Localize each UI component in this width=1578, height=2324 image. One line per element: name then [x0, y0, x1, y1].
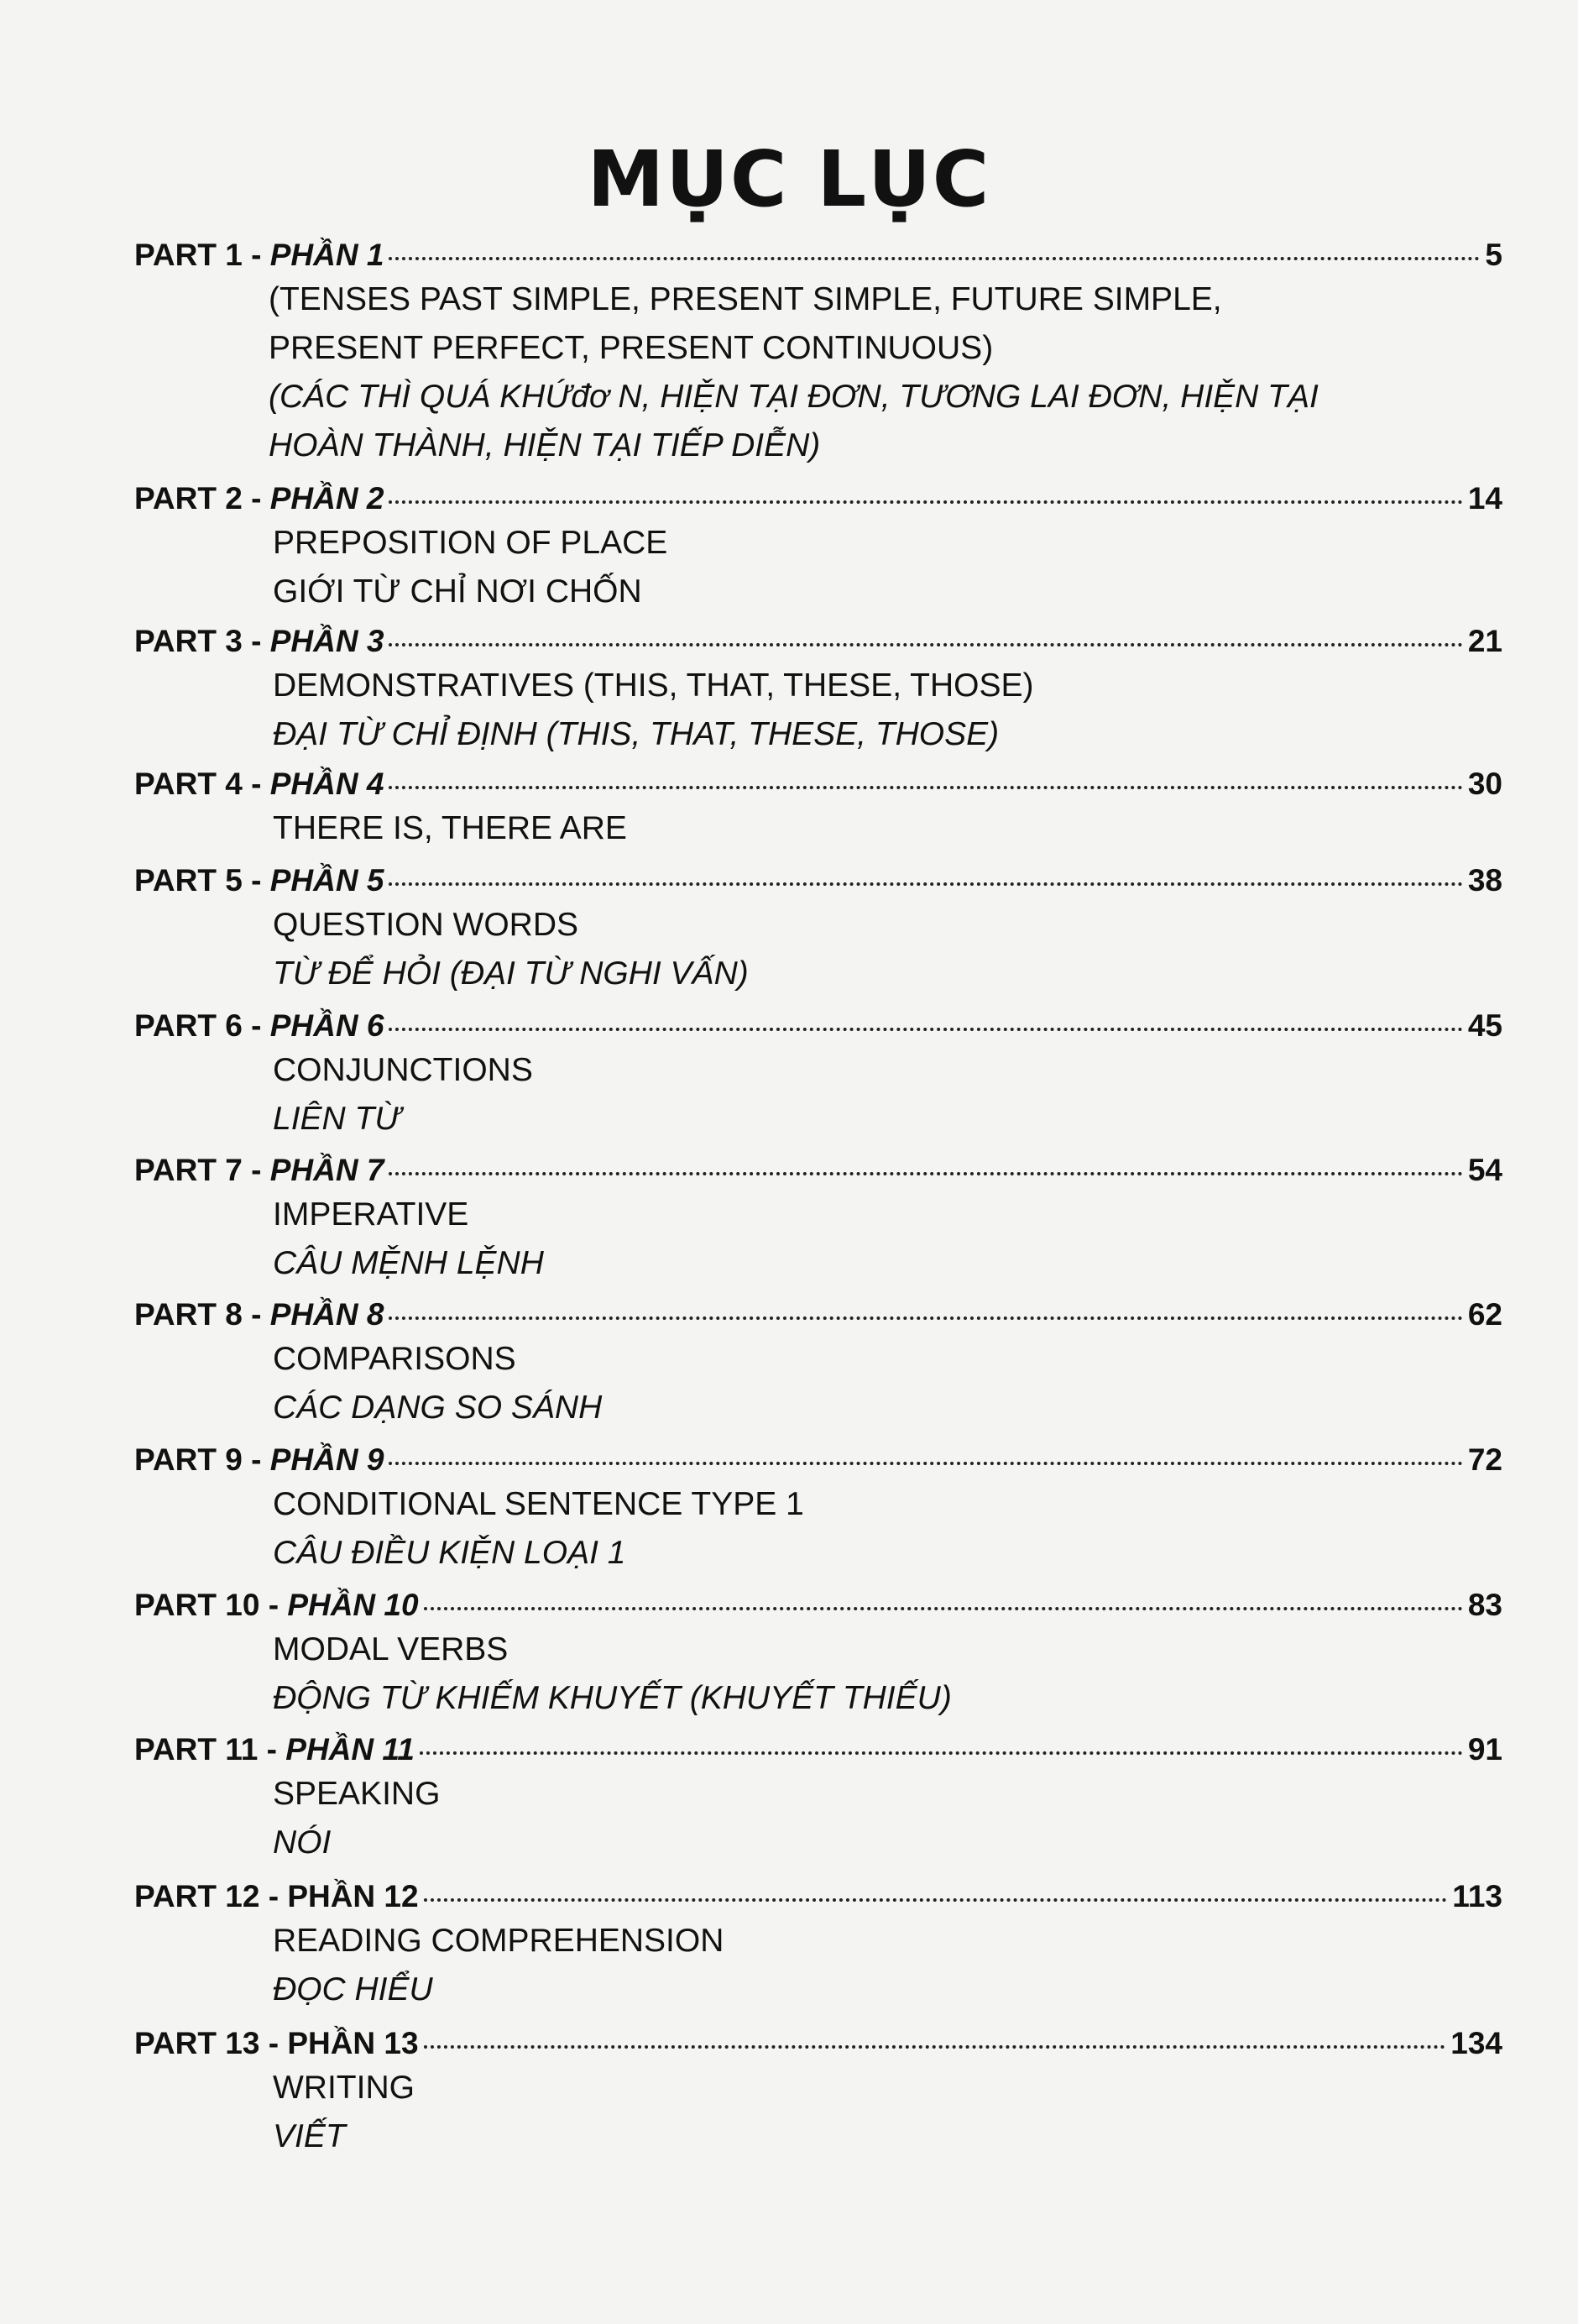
toc-entry-part-2: [134, 479, 1502, 616]
section-title-en: CONDITIONAL SENTENCE TYPE 1: [273, 1486, 804, 1522]
dot-leader: [389, 1316, 1462, 1320]
toc-entry-heading: PART 2 - PHẦN 2 14: [134, 479, 1502, 519]
section-title-vi: ĐỌC HIỂU: [273, 1971, 433, 2007]
section-title-vi: VIẾT: [273, 2118, 346, 2154]
part-label-vi: PHẦN 3: [269, 624, 384, 658]
dot-leader: [389, 1028, 1462, 1031]
toc-entry-heading: PART 11 - PHẦN 11 91: [134, 1730, 1502, 1770]
toc-entry-part-1: [134, 235, 1502, 470]
section-title-en: SPEAKING: [273, 1776, 441, 1812]
part-label: PART 3: [134, 624, 243, 658]
section-title-vi: LIÊN TỪ: [273, 1101, 401, 1137]
toc-entry-part-10: [134, 1585, 1502, 1723]
part-label: PART 1: [134, 238, 243, 272]
toc-entry-heading: PART 9 - PHẦN 9 72: [134, 1440, 1502, 1480]
dot-leader: [389, 1172, 1462, 1175]
part-label: PART 12: [134, 1879, 260, 1913]
page-number: 72: [1467, 1442, 1502, 1477]
toc-entry-heading: PART 10 - PHẦN 10 83: [134, 1585, 1502, 1625]
page-title: MỤC LỤC: [587, 134, 991, 224]
part-label: PART 10: [134, 1588, 260, 1622]
page-number: 30: [1467, 767, 1502, 801]
section-title-en: DEMONSTRATIVES (THIS, THAT, THESE, THOSE): [273, 667, 1034, 704]
dot-leader: [389, 882, 1462, 886]
section-title-en: (TENSES PAST SIMPLE, PRESENT SIMPLE, FUTURE SIMPLE,: [269, 281, 1222, 317]
part-label-vi: PHẦN 5: [269, 863, 384, 898]
section-title-vi: CÂU ĐIỀU KIỆN LOẠI 1: [273, 1535, 626, 1571]
toc-entry-heading: PART 4 - PHẦN 4 30: [134, 764, 1502, 804]
toc-entry-part-7: [134, 1150, 1502, 1288]
dot-leader: [420, 1751, 1463, 1755]
part-label: PART 13: [134, 2026, 260, 2060]
toc-entry-heading: PART 3 - PHẦN 3 21: [134, 621, 1502, 662]
dot-leader: [389, 257, 1480, 260]
toc-entry-part-11: [134, 1730, 1502, 1867]
toc-entry-heading: PART 7 - PHẦN 7 54: [134, 1150, 1502, 1191]
part-label-vi: PHẦN 4: [269, 767, 384, 801]
page-number: 83: [1467, 1588, 1502, 1622]
page-number: 14: [1467, 481, 1502, 516]
part-label-vi: PHẦN 13: [287, 2026, 419, 2060]
part-label: PART 11: [134, 1732, 259, 1767]
toc-entry-part-9: [134, 1440, 1502, 1578]
part-label: PART 5: [134, 863, 243, 898]
toc-entry-heading: PART 8 - PHẦN 8 62: [134, 1295, 1502, 1335]
page-number: 62: [1467, 1297, 1502, 1332]
part-label-vi: PHẦN 1: [269, 238, 384, 272]
dot-leader: [424, 1898, 1448, 1902]
section-title-en: PREPOSITION OF PLACE: [273, 525, 668, 561]
part-label: PART 2: [134, 481, 243, 516]
section-title-vi: ĐỘNG TỪ KHIẾM KHUYẾT (KHUYẾT THIẾU): [273, 1680, 952, 1716]
part-label: PART 9: [134, 1442, 243, 1477]
toc-entry-part-3: [134, 621, 1502, 759]
dot-leader: [424, 2045, 1446, 2049]
section-title-en-cont: PRESENT PERFECT, PRESENT CONTINUOUS): [269, 330, 994, 366]
toc-entry-part-13: [134, 2023, 1502, 2161]
section-title-en: THERE IS, THERE ARE: [273, 810, 627, 846]
toc-entry-heading: PART 5 - PHẦN 5 38: [134, 861, 1502, 901]
page-number: 21: [1467, 624, 1502, 658]
dot-leader: [389, 1462, 1462, 1465]
part-label-vi: PHẦN 11: [285, 1732, 415, 1767]
part-label-vi: PHẦN 2: [269, 481, 384, 516]
dot-leader: [389, 643, 1462, 646]
part-label-vi: PHẦN 12: [287, 1879, 419, 1913]
toc-entry-part-8: [134, 1295, 1502, 1432]
dot-leader: [424, 1607, 1463, 1610]
page-number: 54: [1467, 1153, 1502, 1187]
toc-entry-heading: PART 6 - PHẦN 6 45: [134, 1006, 1502, 1046]
section-title-vi: NÓI: [273, 1824, 332, 1861]
part-label-vi: PHẦN 9: [269, 1442, 384, 1477]
part-label: PART 6: [134, 1008, 243, 1043]
toc-entry-heading: PART 12 - PHẦN 12 113: [134, 1876, 1502, 1917]
toc-entry-heading: PART 1 - PHẦN 1 5: [134, 235, 1502, 275]
toc-entry-part-5: [134, 861, 1502, 998]
section-title-en: COMPARISONS: [273, 1341, 516, 1377]
part-label-vi: PHẦN 7: [269, 1153, 384, 1187]
page-number: 45: [1467, 1008, 1502, 1043]
part-label-vi: PHẦN 8: [269, 1297, 384, 1332]
section-title-en: MODAL VERBS: [273, 1631, 509, 1667]
page-number: 5: [1485, 238, 1502, 272]
part-label-vi: PHẦN 6: [269, 1008, 384, 1043]
part-label: PART 7: [134, 1153, 243, 1187]
page-number: 113: [1452, 1879, 1502, 1913]
part-label-vi: PHẦN 10: [287, 1588, 419, 1622]
section-title-vi: ĐẠI TỪ CHỈ ĐỊNH (THIS, THAT, THESE, THOSE): [273, 716, 1000, 752]
section-title-vi: (CÁC THÌ QUÁ KHỨđơ N, HIỆN TẠI ĐƠN, TƯƠNG LAI ĐƠN, HIỆN TẠI: [269, 379, 1319, 415]
section-title-vi: TỪ ĐỂ HỎI (ĐẠI TỪ NGHI VẤN): [273, 955, 749, 992]
page-number: 38: [1467, 863, 1502, 898]
toc-entry-part-12: [134, 1876, 1502, 2014]
section-title-en: WRITING: [273, 2070, 415, 2106]
section-title-en: READING COMPREHENSION: [273, 1923, 724, 1959]
section-title-vi-cont: HOÀN THÀNH, HIỆN TẠI TIẾP DIỄN): [269, 427, 821, 463]
toc-entry-part-4: [134, 764, 1502, 853]
section-title-vi: GIỚI TỪ CHỈ NƠI CHỐN: [273, 573, 642, 610]
dot-leader: [389, 500, 1462, 504]
toc-entry-heading: PART 13 - PHẦN 13 134: [134, 2023, 1502, 2064]
page-number: 91: [1467, 1732, 1502, 1767]
dot-leader: [389, 786, 1462, 789]
section-title-en: CONJUNCTIONS: [273, 1052, 533, 1088]
section-title-en: IMPERATIVE: [273, 1196, 469, 1233]
toc-entry-part-6: [134, 1006, 1502, 1144]
section-title-vi: CÂU MỆNH LỆNH: [273, 1245, 544, 1281]
part-label: PART 8: [134, 1297, 243, 1332]
part-label: PART 4: [134, 767, 243, 801]
section-title-vi: CÁC DẠNG SO SÁNH: [273, 1390, 603, 1426]
page-number: 134: [1450, 2026, 1502, 2060]
section-title-en: QUESTION WORDS: [273, 907, 579, 943]
